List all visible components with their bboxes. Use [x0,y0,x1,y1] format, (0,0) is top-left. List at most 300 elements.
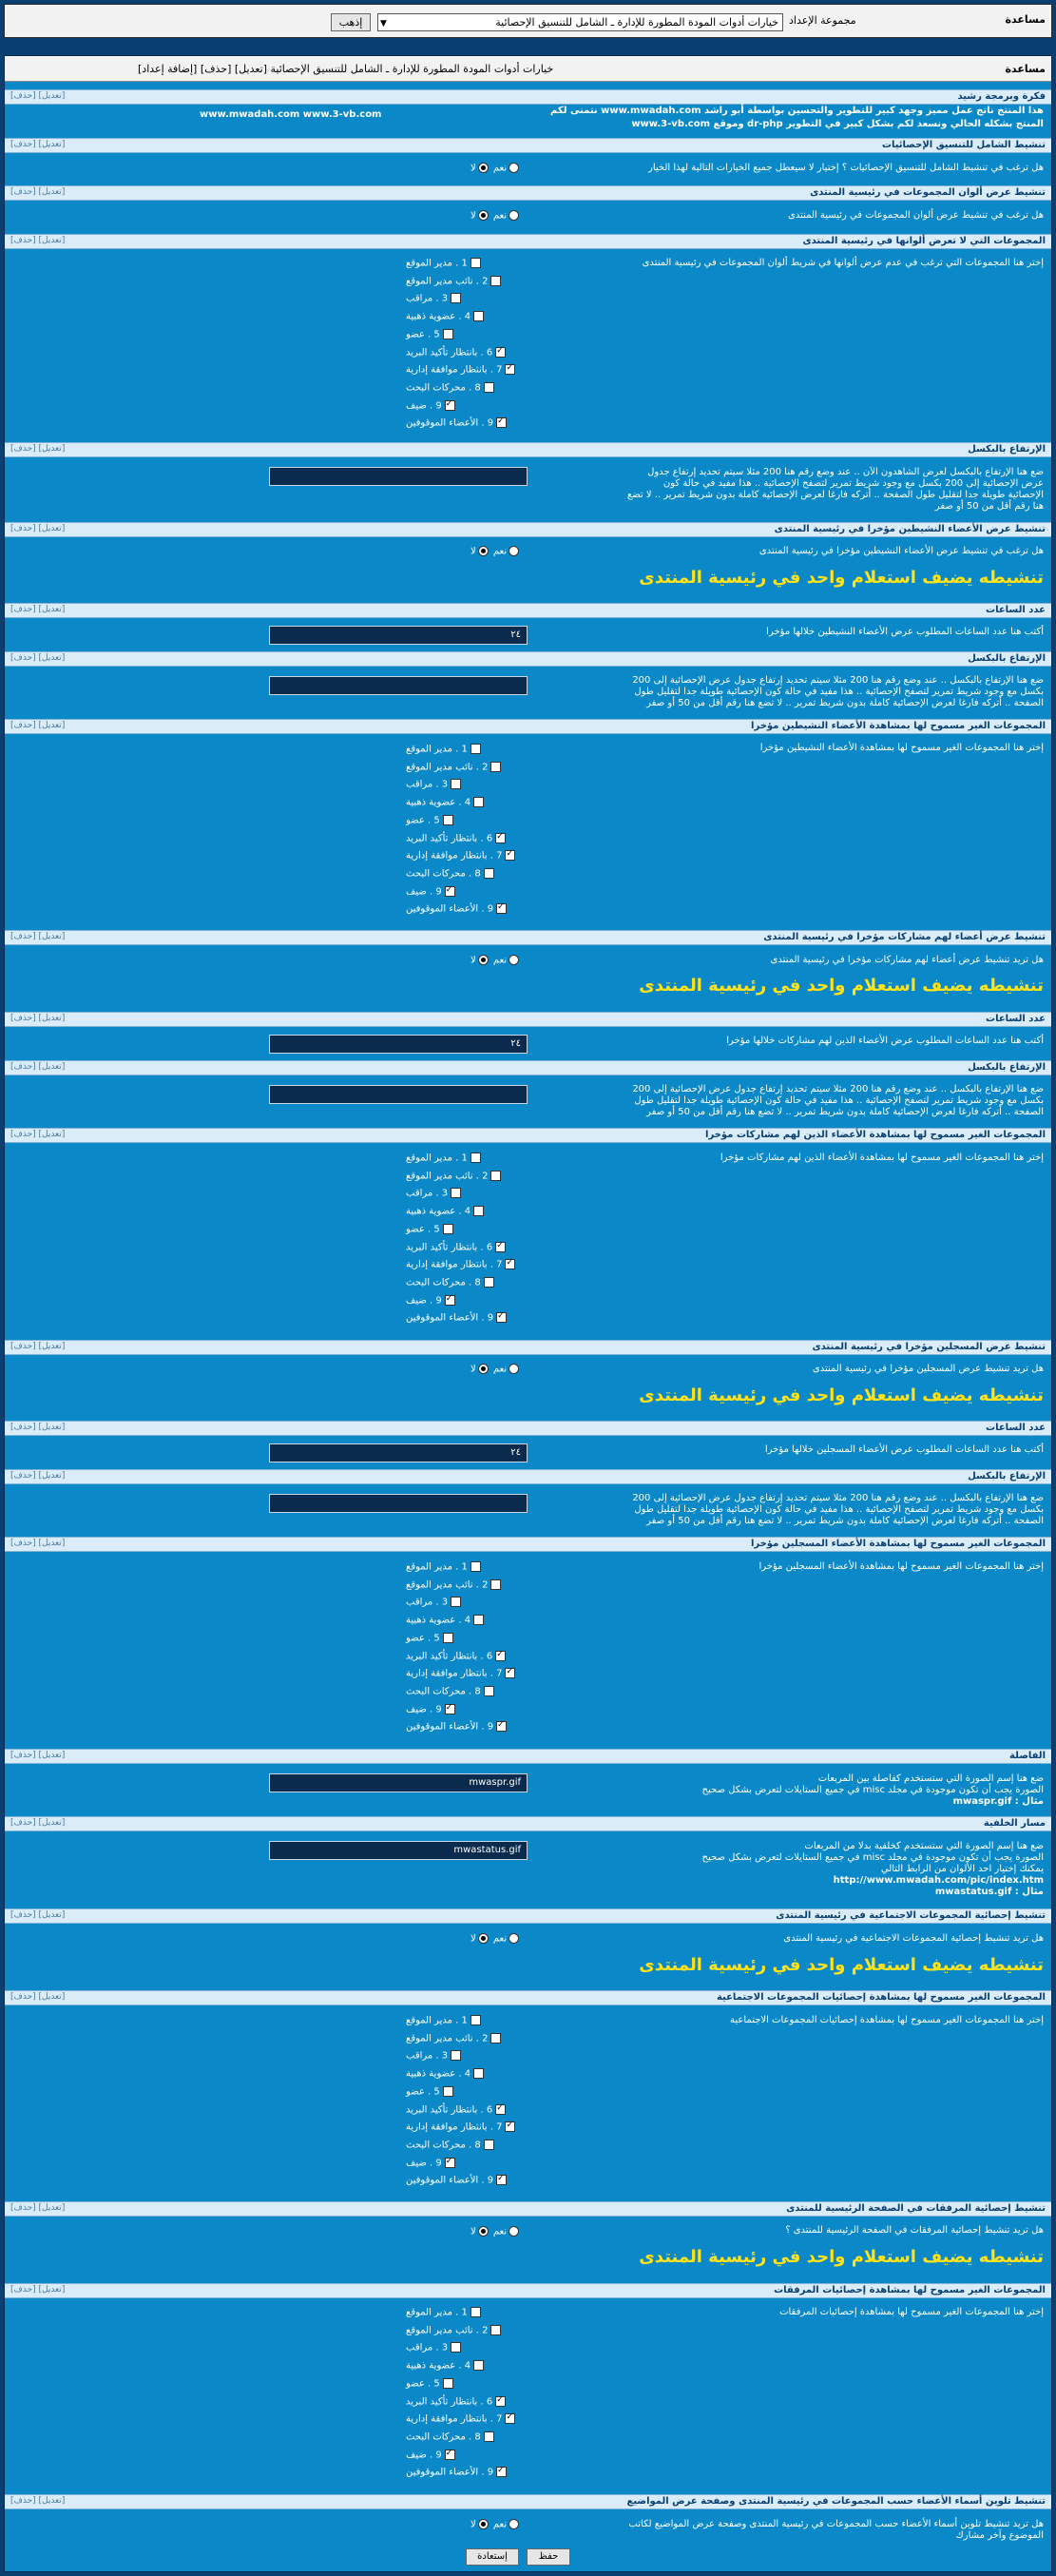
group-checkbox [406,2175,507,2186]
section-active [5,522,1051,537]
group-select[interactable] [377,13,783,31]
section-edit-links[interactable]: [تعديل] [حذف] [10,1910,66,1920]
no-radio[interactable] [478,1364,489,1374]
no-radio[interactable] [478,2519,489,2529]
attachments-radios [470,2226,521,2237]
section-edit-links[interactable]: [تعديل] [حذف] [10,1818,66,1828]
checkbox-label: 7 . بانتظار موافقة إدارية [406,364,503,376]
checkbox[interactable] [490,2325,501,2335]
checkbox[interactable] [496,417,507,428]
checkbox[interactable] [445,1295,455,1306]
checkbox[interactable] [451,1597,461,1607]
checkbox[interactable] [470,1152,481,1163]
checkbox[interactable] [505,2121,515,2132]
group-checkbox [406,382,494,394]
group-checkbox [406,1633,453,1644]
checkbox[interactable] [484,2140,494,2150]
checkbox[interactable] [505,1668,515,1678]
name-colors-radios [470,2519,521,2530]
checkbox-label: 6 . بانتظار تأكيد البريد [406,347,493,358]
checkbox[interactable] [443,1224,453,1234]
group-checkbox [406,779,461,790]
section-edit-links[interactable]: [تعديل] [حذف] [10,91,66,101]
checkbox[interactable] [443,815,453,825]
settings-group-bar [4,4,1052,38]
no-radio[interactable] [478,163,489,173]
section-title: تنشيط عرض ألوان المجموعات في رئيسية المنتدى [810,187,1046,198]
no-label: لا [470,1364,476,1375]
save-button[interactable]: حفظ [527,2548,570,2566]
checkbox-label: 9 . الأعضاء الموقوفين [406,417,494,429]
section-title: عدد الساعات [986,1014,1046,1024]
section-edit-links[interactable]: [تعديل] [حذف] [10,236,66,245]
group-checkbox [406,2431,494,2443]
cost-note: تنشيطه يضيف استعلام واحد في رئيسية المنتدى [639,1385,1044,1405]
chevron-down-icon: ▼ [380,19,387,29]
checkbox-label: 9 . ضيف [406,2158,442,2169]
idea-line-1: هذا المنتج ناتج عمل مميز وجهد كبير للتطوير والتحسين بواسطة أبو راشد www.mwadah.com نتمنى لكم [550,106,1044,116]
yes-radio[interactable] [509,955,519,965]
section-edit-links[interactable]: [تعديل] [حذف] [10,1014,66,1023]
section-title: فكرة وبرمجة رشيد [957,91,1046,102]
checkbox-label: 1 . مدير الموقع [406,744,468,755]
group-checkbox [406,2086,453,2098]
section-height [5,442,1051,457]
yes-radio[interactable] [509,163,519,173]
group-checkbox [406,2360,484,2372]
group-checkbox [406,797,484,808]
section-edit-links[interactable]: [تعديل] [حذف] [10,187,66,197]
section-attachments [5,2201,1051,2217]
checkbox[interactable] [473,797,484,807]
checkbox[interactable] [490,276,501,286]
checkbox[interactable] [445,1704,455,1714]
colors-enable-radios [470,210,521,222]
checkbox[interactable] [495,833,506,843]
checkbox[interactable] [470,1561,481,1572]
section-separator [5,1749,1051,1764]
checkbox[interactable] [495,2396,506,2407]
section-edit-links[interactable]: [تعديل] [حذف] [10,1471,66,1481]
section-title: المجموعات الغير مسموح لها بمشاهدة الأعضاء الذين لهم مشاركات مؤخرا [705,1130,1046,1140]
yes-radio[interactable] [509,546,519,556]
checkbox[interactable] [470,2015,481,2025]
bg-path-input[interactable]: mwastatus.gif [269,1841,528,1860]
checkbox-label: 2 . نائب مدير الموقع [406,2325,489,2336]
section-edit-links[interactable]: [تعديل] [حذف] [10,653,66,663]
active-height-input[interactable] [269,676,528,695]
checkbox-label: 9 . ضيف [406,400,442,412]
section-registered [5,1340,1051,1355]
checkbox[interactable] [484,1277,494,1288]
checkbox[interactable] [473,1615,484,1625]
section-title: تنشيط عرض الأعضاء النشيطين مؤخرا في رئيسية المنتدى [774,524,1046,534]
section-title: المجموعات الغير مسموح لها بمشاهدة الأعضاء المسجلين مؤخرا [750,1539,1046,1549]
attachments-groups-question: إختر هنا المجموعات الغير مسموح لها بمشاهدة إحصائيات المرفقات [779,2307,1044,2317]
section-title: الإرتفاع بالبكسل [968,1471,1046,1482]
registered-height-input[interactable] [269,1494,528,1513]
separator-desc-1: ضع هنا إسم الصورة التي ستستخدم كفاصلة بين المربعات [817,1773,1044,1784]
section-edit-links[interactable]: [تعديل] [حذف] [10,2285,66,2295]
checkbox-label: 9 . الأعضاء الموقوفين [406,1721,494,1733]
name-colors-desc-1: هل تريد تنشيط تلوين أسماء الأعضاء حسب المجموعات في رئيسية المنتدى وصفحة عرض المواضيع لكاتب [628,2519,1044,2529]
posters-question: هل تريد تنشيط عرض أعضاء لهم مشاركات مؤخرا في رئيسية المنتدى [770,955,1044,965]
checkbox-label: 7 . بانتظار موافقة إدارية [406,850,503,862]
section-title: الفاصلة [1009,1751,1046,1761]
checkbox[interactable] [490,762,501,772]
section-posters-height [5,1060,1051,1075]
yes-radio[interactable] [509,1933,519,1944]
group-checkbox [406,2450,455,2461]
colors-groups-question: إختر هنا المجموعات التي ترغب في عدم عرض ألوانها في شريط ألوان المجموعات في رئيسية المنتدى [642,258,1044,268]
checkbox[interactable] [495,1242,506,1252]
no-radio[interactable] [478,955,489,965]
checkbox-label: 4 . عضوية ذهبية [406,311,471,322]
go-button[interactable]: إذهب [331,13,371,31]
yes-label: نعم [492,955,508,966]
checkbox[interactable] [495,1651,506,1661]
group-checkbox [406,417,507,429]
group-checkbox [406,1224,453,1235]
checkbox[interactable] [505,2413,515,2424]
colors-enable-question: هل ترغب في تنشيط عرض ألوان المجموعات في رئيسية المنتدى [787,210,1044,221]
cost-note: تنشيطه يضيف استعلام واحد في رئيسية المنتدى [639,1955,1044,1975]
posters-radios [470,955,521,966]
section-edit-links[interactable]: [تعديل] [حذف] [10,140,66,149]
checkbox-label: 4 . عضوية ذهبية [406,2068,471,2080]
section-colors-groups [5,234,1051,249]
group-checkbox [406,833,506,844]
group-checkbox [406,2104,506,2116]
social-question: هل تريد تنشيط إحصائية المجموعات الاجتماعية في رئيسية المنتدى [783,1933,1044,1944]
group-checkbox [406,329,453,340]
no-label: لا [470,2519,476,2530]
checkbox[interactable] [451,1188,461,1198]
checkbox[interactable] [505,1259,515,1269]
checkbox-label: 4 . عضوية ذهبية [406,797,471,808]
yes-label: نعم [492,210,508,222]
checkbox-label: 8 . محركات البحث [406,1686,481,1697]
group-checkbox [406,2015,481,2026]
height-desc-4: هنا رقم أقل من 50 أو صفر [934,501,1044,512]
checkbox[interactable] [445,886,455,897]
no-radio[interactable] [478,546,489,556]
posters-height-input[interactable] [269,1085,528,1104]
checkbox-label: 9 . ضيف [406,2450,442,2461]
no-label: لا [470,210,476,222]
section-bg-path [5,1816,1051,1831]
section-active-height [5,651,1051,667]
group-checkbox [406,258,481,269]
section-posters-hours [5,1012,1051,1027]
checkbox-label: 7 . بانتظار موافقة إدارية [406,2413,503,2425]
no-label: لا [470,163,476,174]
yes-radio[interactable] [509,2519,519,2529]
stats-enable-radios [470,163,521,174]
yes-radio[interactable] [509,210,519,221]
group-checkbox [406,1579,501,1591]
section-title: الإرتفاع بالبكسل [968,1062,1046,1073]
separator-desc-2: الصورة يجب أن تكون موجودة في مجلد misc في جميع الستايلات لتعرض بشكل صحيح [701,1785,1044,1795]
checkbox[interactable] [496,1312,507,1323]
cost-note: تنشيطه يضيف استعلام واحد في رئيسية المنتدى [639,976,1044,996]
section-title: عدد الساعات [986,605,1046,615]
active-hours-input[interactable]: ٢٤ [269,626,528,645]
section-title: المجموعات الغير مسموح لها بمشاهدة الأعضاء النشيطين مؤخرا [751,721,1046,731]
group-checkbox [406,1615,484,1626]
active-height-desc-2: بكسل مع وجود شريط تمرير لتصفح الإحصائية .. هذا مفيد في حالة كون الإحصائية طويلة جدا لتقليل طول [634,687,1044,697]
panel-title: خيارات أدوات المودة المطورة للإدارة ـ الشامل للتنسيق الإحصائية [تعديل] [حذف] [إضافة إعداد] [138,63,554,75]
checkbox[interactable] [505,850,515,861]
checkbox-label: 8 . محركات البحث [406,2431,481,2443]
group-checkbox [406,276,501,287]
panel-header [5,56,1051,82]
checkbox-label: 9 . ضيف [406,1295,442,1307]
help-link[interactable]: مساعدة [1005,13,1046,26]
checkbox[interactable] [490,1171,501,1181]
checkbox[interactable] [505,364,515,375]
checkbox-label: 5 . عضو [406,1633,440,1644]
checkbox[interactable] [470,2307,481,2317]
section-social [5,1908,1051,1924]
checkbox-label: 1 . مدير الموقع [406,2307,468,2318]
height-desc-2: عرض الإحصائية إلى 200 بكسل مع وجود شريط تمرير لتصفح الإحصائية .. هذا مفيد في حالة كون [662,478,1044,489]
section-title: تنشيط إحصائية المجموعات الاجتماعية في رئيسية المنتدى [776,1910,1046,1921]
checkbox-label: 6 . بانتظار تأكيد البريد [406,2396,493,2407]
registered-hours-input[interactable]: ٢٤ [269,1443,528,1462]
group-checkbox [406,850,515,862]
section-edit-links[interactable]: [تعديل] [حذف] [10,524,66,533]
group-checkbox [406,1277,494,1288]
checkbox-label: 8 . محركات البحث [406,868,481,880]
section-title: تنشيط إحصائية المرفقات في الصفحة الرئيسية للمنتدى [786,2203,1046,2214]
registered-height-desc-3: الصفحة .. أتركه فارغا لعرض الإحصائية كاملة بدون شريط تمرير .. لا تضع هنا رقم أقل من 50 أو صفر [646,1516,1044,1526]
social-radios [470,1933,521,1945]
checkbox[interactable] [496,2175,507,2185]
checkbox-label: 3 . مراقب [406,779,449,790]
section-name-colors [5,2494,1051,2509]
section-edit-links[interactable]: [تعديل] [حذف] [10,1342,66,1351]
section-edit-links[interactable]: [تعديل] [حذف] [10,1992,66,2002]
posters-height-desc-2: بكسل مع وجود شريط تمرير لتصفح الإحصائية .. هذا مفيد في حالة كون الإحصائية طويلة جدا لتقليل طول [634,1095,1044,1106]
no-radio[interactable] [478,2226,489,2237]
group-checkbox [406,2033,501,2044]
section-title: تنشيط الشامل للتنسيق الإحصائيات [881,140,1046,150]
yes-label: نعم [492,1933,508,1945]
section-edit-links[interactable]: [تعديل] [حذف] [10,605,66,614]
checkbox[interactable] [484,382,494,393]
section-stats-enable [5,138,1051,153]
checkbox[interactable] [490,2033,501,2043]
no-label: لا [470,546,476,557]
group-checkbox [406,2378,453,2390]
yes-label: نعم [492,163,508,174]
group-checkbox [406,2121,515,2133]
active-height-desc-1: ضع هنا الإرتفاع بالبكسل .. عند وضع رقم هنا 200 مثلا سيتم تحديد إرتفاع جدول عرض الإحصائية إلى 200 [632,675,1044,686]
height-desc-3: الإحصائية طويلة جدا لتقليل طول الصفحة .. أتركه فارغا لعرض الإحصائية كاملة بدون شريط تمرير .. لا تضع [626,490,1044,500]
checkbox[interactable] [473,2068,484,2079]
checkbox-label: 6 . بانتظار تأكيد البريد [406,1242,493,1252]
group-checkbox [406,1668,515,1679]
checkbox[interactable] [451,2342,461,2353]
checkbox[interactable] [484,2431,494,2442]
checkbox-label: 2 . نائب مدير الموقع [406,762,489,773]
section-title: عدد الساعات [986,1423,1046,1433]
active-height-desc-3: الصفحة .. أتركه فارغا لعرض الإحصائية كاملة بدون شريط تمرير .. لا تضع هنا رقم أقل من 50 أو صفر [646,698,1044,708]
group-checkbox [406,2050,461,2062]
section-edit-links[interactable]: [تعديل] [حذف] [10,2496,66,2506]
section-title: تنشيط عرض المسجلين مؤخرا في رئيسية المنتدى [812,1342,1046,1352]
checkbox[interactable] [496,2467,507,2477]
posters-hours-input[interactable]: ٢٤ [269,1035,528,1054]
checkbox-label: 9 . ضيف [406,1704,442,1715]
separator-input[interactable]: mwaspr.gif [269,1773,528,1792]
checkbox-label: 2 . نائب مدير الموقع [406,1579,489,1591]
group-checkbox [406,1651,506,1662]
checkbox[interactable] [443,2378,453,2389]
section-title: تنشيط تلوين أسماء الأعضاء حسب المجموعات في رئيسية المنتدى وصفحة عرض المواضيع [626,2496,1046,2507]
group-label: مجموعة الإعداد [789,14,856,27]
name-colors-desc-2: الموضوع وآخر مشارك [955,2530,1044,2541]
group-checkbox [406,347,506,358]
checkbox[interactable] [495,2104,506,2115]
checkbox[interactable] [484,1686,494,1696]
group-checkbox [406,886,455,898]
checkbox[interactable] [445,400,455,411]
checkbox[interactable] [443,2086,453,2097]
group-checkbox [406,1686,494,1697]
checkbox[interactable] [495,347,506,358]
group-checkbox [406,2396,506,2408]
section-edit-links[interactable]: [تعديل] [حذف] [10,1062,66,1072]
yes-radio[interactable] [509,1364,519,1374]
height-desc-1: ضع هنا الإرتفاع بالبكسل لعرض الشاهدون الآن .. عند وضع رقم هنا 200 مثلا سيتم تحديد إرتفاع جدول [647,467,1044,477]
bg-path-desc-4: http://www.mwadah.com/pic/index.htm [833,1875,1044,1886]
posters-groups-question: إختر هنا المجموعات الغير مسموح لها بمشاهدة الأعضاء الذين لهم مشاركات مؤخرا [720,1152,1044,1163]
checkbox-label: 4 . عضوية ذهبية [406,1615,471,1626]
posters-height-desc-1: ضع هنا الإرتفاع بالبكسل .. عند وضع رقم هنا 200 مثلا سيتم تحديد إرتفاع جدول عرض الإحصائية إلى 200 [632,1084,1044,1094]
checkbox-label: 6 . بانتظار تأكيد البريد [406,2104,493,2115]
checkbox-label: 3 . مراقب [406,1597,449,1608]
checkbox[interactable] [473,311,484,321]
bg-path-desc-1: ضع هنا إسم الصورة التي ستستخدم كخلفية بدلا من المربعات [804,1841,1044,1851]
checkbox-label: 2 . نائب مدير الموقع [406,276,489,287]
section-active-hours [5,603,1051,618]
no-radio[interactable] [478,1933,489,1944]
panel-help-link[interactable]: مساعدة [1005,63,1046,75]
posters-hours-question: أكتب هنا عدد الساعات المطلوب عرض الأعضاء الذين لهم مشاركات خلالها مؤخرا [726,1036,1044,1046]
checkbox[interactable] [470,744,481,754]
yes-radio[interactable] [509,2226,519,2237]
section-edit-links[interactable]: [تعديل] [حذف] [10,444,66,454]
group-checkbox [406,1721,507,1733]
group-checkbox [406,1259,515,1270]
checkbox[interactable] [473,1206,484,1216]
registered-hours-question: أكتب هنا عدد الساعات المطلوب عرض الأعضاء المسجلين خلالها مؤخرا [764,1444,1044,1455]
section-edit-links[interactable]: [تعديل] [حذف] [10,721,66,730]
section-title: الإرتفاع بالبكسل [968,653,1046,664]
section-edit-links[interactable]: [تعديل] [حذف] [10,1539,66,1548]
group-checkbox [406,1295,455,1307]
group-checkbox [406,1242,506,1253]
height-input[interactable] [269,467,528,486]
registered-groups-question: إختر هنا المجموعات الغير مسموح لها بمشاهدة الأعضاء المسجلين مؤخرا [758,1561,1044,1572]
no-label: لا [470,2226,476,2237]
section-edit-links[interactable]: [تعديل] [حذف] [10,932,66,941]
group-checkbox [406,400,455,412]
section-edit-links[interactable]: [تعديل] [حذف] [10,1423,66,1432]
checkbox-label: 4 . عضوية ذهبية [406,1206,471,1217]
checkbox[interactable] [496,1721,507,1732]
section-colors-enable [5,185,1051,201]
yes-label: نعم [492,2519,508,2530]
group-checkbox [406,1704,455,1715]
group-checkbox [406,2413,515,2425]
section-title: المجموعات الغير مسموح لها بمشاهدة إحصائيات المرفقات [774,2285,1046,2295]
checkbox-label: 3 . مراقب [406,1188,449,1199]
section-attachments-groups [5,2283,1051,2298]
checkbox[interactable] [490,1579,501,1590]
section-edit-links[interactable]: [تعديل] [حذف] [10,2203,66,2213]
checkbox-label: 8 . محركات البحث [406,1277,481,1288]
section-edit-links[interactable]: [تعديل] [حذف] [10,1751,66,1760]
section-posters-groups [5,1128,1051,1143]
no-label: لا [470,1933,476,1945]
checkbox[interactable] [443,1633,453,1643]
checkbox[interactable] [473,2360,484,2371]
section-active-groups [5,719,1051,734]
registered-height-desc-1: ضع هنا الإرتفاع بالبكسل .. عند وضع رقم هنا 200 مثلا سيتم تحديد إرتفاع جدول عرض الإحصائية إلى 200 [632,1493,1044,1503]
checkbox[interactable] [451,779,461,789]
yes-label: نعم [492,546,508,557]
checkbox[interactable] [496,903,507,914]
active-question: هل ترغب في تنشيط عرض الأعضاء النشيطين مؤخرا في رئيسية المنتدى [758,546,1044,556]
reset-button[interactable]: إستعادة [466,2548,519,2566]
group-checkbox [406,2342,461,2353]
checkbox[interactable] [451,2050,461,2061]
section-edit-links[interactable]: [تعديل] [حذف] [10,1130,66,1139]
checkbox[interactable] [484,868,494,879]
checkbox[interactable] [445,2450,455,2460]
checkbox[interactable] [470,258,481,268]
group-checkbox [406,364,515,376]
checkbox-label: 5 . عضو [406,329,440,340]
checkbox[interactable] [443,329,453,339]
checkbox[interactable] [451,293,461,303]
checkbox-label: 5 . عضو [406,1224,440,1235]
yes-label: نعم [492,1364,508,1375]
section-title: تنشيط عرض أعضاء لهم مشاركات مؤخرا في رئيسية المنتدى [763,932,1046,942]
checkbox-label: 2 . نائب مدير الموقع [406,2033,489,2044]
no-radio[interactable] [478,210,489,221]
active-hours-question: أكتب هنا عدد الساعات المطلوب عرض الأعضاء النشيطين خلالها مؤخرا [766,627,1044,637]
group-checkbox [406,744,481,755]
no-label: لا [470,955,476,966]
posters-height-desc-3: الصفحة .. أتركه فارغا لعرض الإحصائية كاملة بدون شريط تمرير .. لا تضع هنا رقم أقل من 50 أو صفر [646,1107,1044,1117]
checkbox-label: 9 . الأعضاء الموقوفين [406,2175,494,2186]
cost-note: تنشيطه يضيف استعلام واحد في رئيسية المنتدى [639,568,1044,588]
section-title: الإرتفاع بالبكسل [968,444,1046,455]
checkbox-label: 9 . الأعضاء الموقوفين [406,2467,494,2478]
settings-panel [4,55,1052,2572]
checkbox-label: 3 . مراقب [406,2342,449,2353]
checkbox[interactable] [445,2158,455,2168]
checkbox-label: 1 . مدير الموقع [406,1561,468,1573]
group-checkbox [406,2068,484,2080]
active-groups-question: إختر هنا المجموعات الغير مسموح لها بمشاهدة الأعضاء النشيطين مؤخرا [759,743,1044,753]
checkbox-label: 3 . مراقب [406,293,449,304]
group-checkbox [406,2467,507,2478]
